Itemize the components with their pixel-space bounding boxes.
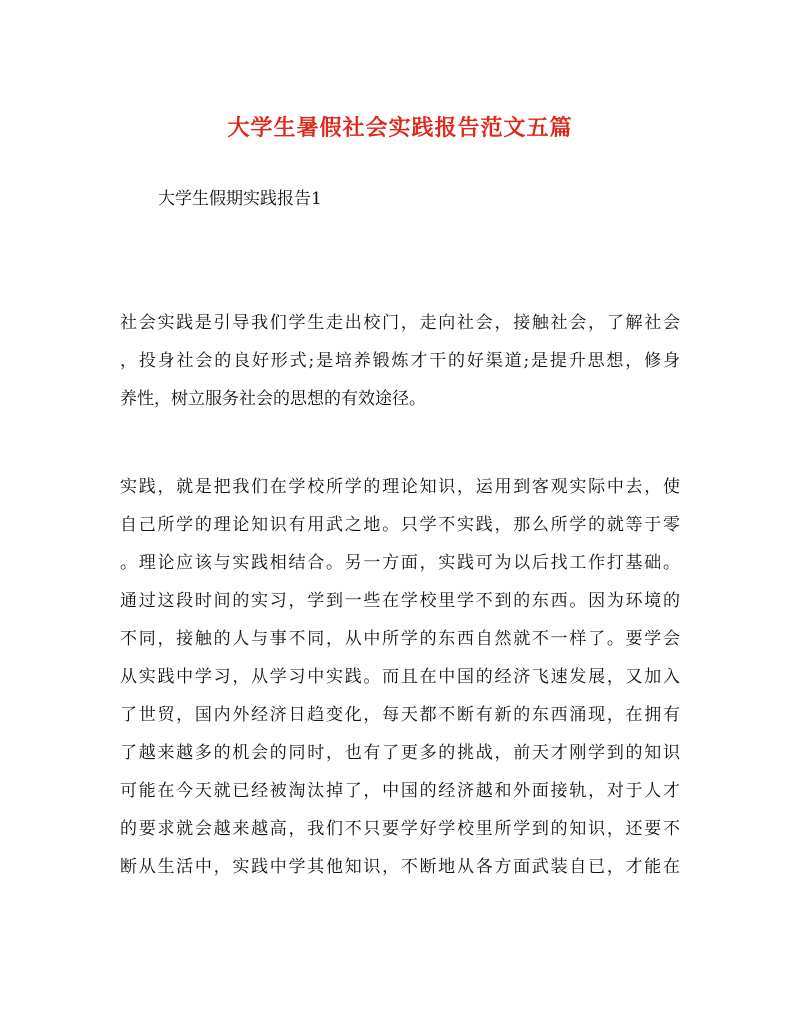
text-line: 不同，接触的人与事不同，从中所学的东西自然就不一样了。要学会 bbox=[120, 629, 680, 649]
text-line: 通过这段时间的实习，学到一些在学校里学不到的东西。因为环境的 bbox=[120, 591, 680, 611]
text-line: ，投身社会的良好形式;是培养锻炼才干的好渠道;是提升思想，修身 bbox=[120, 351, 680, 371]
document-title: 大学生暑假社会实践报告范文五篇 bbox=[227, 115, 573, 141]
text-line: 。理论应该与实践相结合。另一方面，实践可为以后找工作打基础。 bbox=[120, 553, 680, 573]
text-line: 从实践中学习，从学习中实践。而且在中国的经济飞速发展，又加入 bbox=[120, 667, 680, 687]
paragraph-1 bbox=[120, 304, 680, 418]
text-line: 实践，就是把我们在学校所学的理论知识，运用到客观实际中去，使 bbox=[120, 477, 680, 497]
text-line: 社会实践是引导我们学生走出校门，走向社会，接触社会，了解社会 bbox=[120, 313, 680, 333]
text-line: 断从生活中，实践中学其他知识，不断地从各方面武装自已，才能在 bbox=[120, 857, 680, 877]
text-line: 可能在今天就已经被淘汰掉了，中国的经济越和外面接轨，对于人才 bbox=[120, 781, 680, 801]
paragraph-2 bbox=[120, 468, 680, 886]
text-line: 的要求就会越来越高，我们不只要学好学校里所学到的知识，还要不 bbox=[120, 819, 680, 839]
section-heading: 大学生假期实践报告1 bbox=[158, 189, 322, 209]
text-line: 了世贸，国内外经济日趋变化，每天都不断有新的东西涌现，在拥有 bbox=[120, 705, 680, 725]
text-line: 了越来越多的机会的同时，也有了更多的挑战，前天才刚学到的知识 bbox=[120, 743, 680, 763]
text-line: 自己所学的理论知识有用武之地。只学不实践，那么所学的就等于零 bbox=[120, 515, 680, 535]
text-line: 养性，树立服务社会的思想的有效途径。 bbox=[120, 389, 426, 409]
